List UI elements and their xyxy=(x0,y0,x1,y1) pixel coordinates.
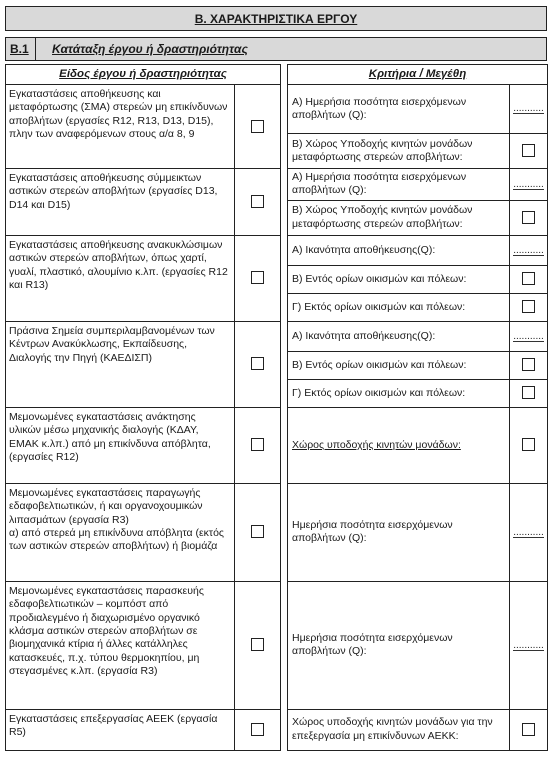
activity-checkbox-cell[interactable] xyxy=(235,85,281,169)
activity-description: Εγκαταστάσεις επεξεργασίας ΑΕΕΚ (εργασία R5) xyxy=(6,709,235,750)
criterion-checkbox[interactable] xyxy=(522,438,535,451)
activity-description: Μεμονωμένες εγκαταστάσεις παρασκευής εδαφοβελτιωτικών – κομπόστ από προδιαλεγμένο ή διαχωρισμένο οργανικό κλάσμα αστικών στερεών αποβλήτων σε βιομηχανικά κτίρια ή άλλες κατάλληλες κατασκευές, π.χ. τύπου θερμοκηπίου, μη στεγασμένες κ.λπ. (εργασία R3) xyxy=(6,581,235,709)
criterion-checkbox-cell[interactable] xyxy=(510,200,548,235)
subsection-header xyxy=(5,37,547,61)
criterion-checkbox[interactable] xyxy=(522,386,535,399)
criterion-text: Χώρος υποδοχής κινητών μονάδων: xyxy=(288,407,510,483)
activity-checkbox[interactable] xyxy=(251,357,264,370)
value-placeholder[interactable]: ........... xyxy=(513,526,544,538)
criterion-value-field[interactable] xyxy=(510,169,548,201)
activity-checkbox-cell[interactable] xyxy=(235,169,281,236)
criterion-text: Χώρος υποδοχής κινητών μονάδων για την επεξεργασία μη επικίνδυνων ΑΕΚΚ: xyxy=(288,709,510,750)
table-row xyxy=(6,483,548,581)
column-gap xyxy=(281,321,288,407)
criterion-checkbox-cell[interactable] xyxy=(510,293,548,321)
form-page xyxy=(5,6,547,751)
criterion-text: Α) Ικανότητα αποθήκευσης(Q): xyxy=(288,321,510,351)
criterion-value-field[interactable] xyxy=(510,483,548,581)
activity-description: Μεμονωμένες εγκαταστάσεις παραγωγής εδαφοβελτιωτικών, ή και οργανοχουμικών λιπασμάτων (εργασία R3) α) από στερεά μη επικίνδυνα απόβλητα (εκτός των αστικών στερεών αποβλήτων) ή βιομάζα xyxy=(6,483,235,581)
criterion-checkbox-cell[interactable] xyxy=(510,407,548,483)
criterion-text: Α) Ημερήσια ποσότητα εισερχόμενων αποβλήτων (Q): xyxy=(288,85,510,134)
activity-checkbox-cell[interactable] xyxy=(235,483,281,581)
table-row xyxy=(6,407,548,483)
criterion-checkbox-cell[interactable] xyxy=(510,265,548,293)
criterion-text: Γ) Εκτός ορίων οικισμών και πόλεων: xyxy=(288,379,510,407)
activity-checkbox[interactable] xyxy=(251,638,264,651)
activity-description: Μεμονωμένες εγκαταστάσεις ανάκτησης υλικών μέσω μηχανικής διαλογής (ΚΔΑΥ, ΕΜΑΚ κ.λπ.) από μη επικίνδυνα απόβλητα, (εργασίες R12) xyxy=(6,407,235,483)
value-placeholder[interactable]: ........... xyxy=(513,639,544,651)
activity-checkbox-cell[interactable] xyxy=(235,235,281,321)
activity-description: Εγκαταστάσεις αποθήκευσης και μεταφόρτωσης (ΣΜΑ) στερεών μη επικίνδυνων αποβλήτων (εργασίες R12, R13, D13, D15), πλην των αναφερόμενων στους α/α 8, 9 xyxy=(6,85,235,169)
table-row xyxy=(6,169,548,201)
criterion-text: Β) Χώρος Υποδοχής κινητών μονάδων μεταφόρτωσης στερεών αποβλήτων: xyxy=(288,134,510,169)
activity-checkbox-cell[interactable] xyxy=(235,321,281,407)
activity-checkbox-cell[interactable] xyxy=(235,709,281,750)
criterion-checkbox-cell[interactable] xyxy=(510,379,548,407)
activity-checkbox-cell[interactable] xyxy=(235,407,281,483)
criterion-text: Α) Ικανότητα αποθήκευσης(Q): xyxy=(288,235,510,265)
subsection-number: Β.1 xyxy=(6,38,36,60)
criterion-value-field[interactable] xyxy=(510,85,548,134)
activity-checkbox[interactable] xyxy=(251,525,264,538)
subsection-title: Κατάταξη έργου ή δραστηριότητας xyxy=(52,42,248,56)
criterion-text: Ημερήσια ποσότητα εισερχόμενων αποβλήτων (Q): xyxy=(288,581,510,709)
column-gap xyxy=(281,581,288,709)
criterion-text: Α) Ημερήσια ποσότητα εισερχόμενων αποβλήτων (Q): xyxy=(288,169,510,201)
value-placeholder[interactable]: ........... xyxy=(513,244,544,256)
criterion-text: Β) Εντός ορίων οικισμών και πόλεων: xyxy=(288,265,510,293)
header-criteria: Κριτήρια / Μεγέθη xyxy=(288,65,548,85)
column-gap xyxy=(281,483,288,581)
table-row xyxy=(6,321,548,351)
header-activity-type: Είδος έργου ή δραστηριότητας xyxy=(6,65,281,85)
activity-checkbox-cell[interactable] xyxy=(235,581,281,709)
criterion-checkbox[interactable] xyxy=(522,211,535,224)
criterion-checkbox[interactable] xyxy=(522,272,535,285)
table-row xyxy=(6,709,548,750)
header-gap xyxy=(281,65,288,85)
column-gap xyxy=(281,235,288,321)
criterion-checkbox[interactable] xyxy=(522,300,535,313)
value-placeholder[interactable]: ........... xyxy=(513,330,544,342)
table-row xyxy=(6,581,548,709)
table-row xyxy=(6,235,548,265)
criterion-checkbox-cell[interactable] xyxy=(510,709,548,750)
activity-checkbox[interactable] xyxy=(251,195,264,208)
criterion-text: Β) Εντός ορίων οικισμών και πόλεων: xyxy=(288,351,510,379)
value-placeholder[interactable]: ........... xyxy=(513,103,544,115)
criterion-text: Β) Χώρος Υποδοχής κινητών μονάδων μεταφόρτωσης στερεών αποβλήτων: xyxy=(288,200,510,235)
criterion-value-field[interactable] xyxy=(510,321,548,351)
criterion-text: Γ) Εκτός ορίων οικισμών και πόλεων: xyxy=(288,293,510,321)
criterion-checkbox[interactable] xyxy=(522,723,535,736)
table-row xyxy=(6,85,548,134)
activity-description: Εγκαταστάσεις αποθήκευσης σύμμεικτων αστικών στερεών αποβλήτων (εργασίες D13, D14 και D15) xyxy=(6,169,235,236)
criterion-checkbox-cell[interactable] xyxy=(510,134,548,169)
activity-checkbox[interactable] xyxy=(251,271,264,284)
activity-checkbox[interactable] xyxy=(251,723,264,736)
column-gap xyxy=(281,169,288,236)
column-gap xyxy=(281,407,288,483)
activity-checkbox[interactable] xyxy=(251,120,264,133)
classification-table xyxy=(5,64,548,751)
activity-description: Εγκαταστάσεις αποθήκευσης ανακυκλώσιμων αστικών στερεών αποβλήτων, όπως χαρτί, γυαλί, πλαστικό, αλουμίνιο κ.λπ. (εργασίες R12 και R13) xyxy=(6,235,235,321)
column-gap xyxy=(281,709,288,750)
column-gap xyxy=(281,85,288,169)
activity-description: Πράσινα Σημεία συμπεριλαμβανομένων των Κέντρων Ανακύκλωσης, Εκπαίδευσης, Διαλογής την Πηγή (ΚΑΕΔΙΣΠ) xyxy=(6,321,235,407)
value-placeholder[interactable]: ........... xyxy=(513,178,544,190)
section-title: Β. ΧΑΡΑΚΤΗΡΙΣΤΙΚΑ ΕΡΓΟΥ xyxy=(5,6,547,31)
criterion-checkbox-cell[interactable] xyxy=(510,351,548,379)
criterion-value-field[interactable] xyxy=(510,581,548,709)
criterion-checkbox[interactable] xyxy=(522,358,535,371)
activity-checkbox[interactable] xyxy=(251,438,264,451)
criterion-checkbox[interactable] xyxy=(522,144,535,157)
criterion-text: Ημερήσια ποσότητα εισερχόμενων αποβλήτων (Q): xyxy=(288,483,510,581)
table-body xyxy=(6,85,548,751)
criterion-value-field[interactable] xyxy=(510,235,548,265)
